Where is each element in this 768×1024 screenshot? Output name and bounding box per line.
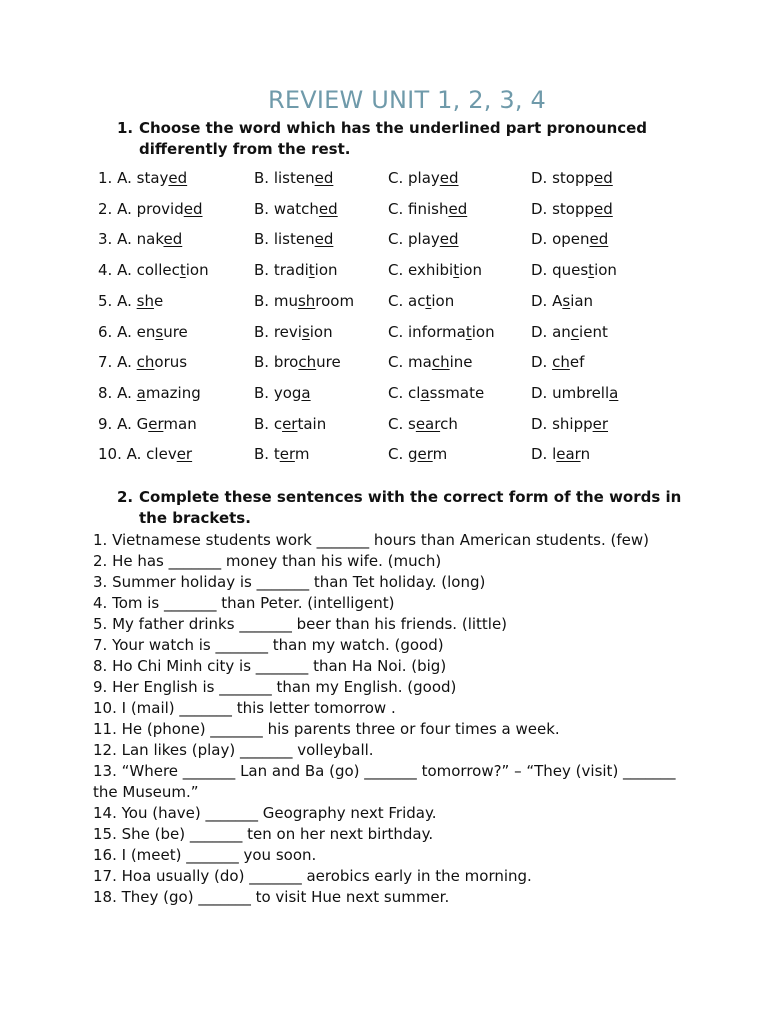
question-row	[0, 442, 768, 466]
answer-option	[254, 289, 354, 313]
underlined-part: er	[176, 445, 193, 464]
answer-option	[98, 289, 163, 313]
option-text: C. ma	[388, 353, 432, 372]
option-text: ion	[459, 261, 482, 280]
sentence-item: 3. Summer holiday is _______ than Tet holiday. (long)	[93, 573, 486, 591]
underlined-part: ed	[594, 199, 613, 218]
option-text: B. tradi	[254, 261, 309, 280]
sentence-item: 17. Hoa usually (do) _______ aerobics early in the morning.	[93, 867, 532, 885]
option-text: tain	[297, 414, 327, 433]
sentence-item: 1. Vietnamese students work _______ hours than American students. (few)	[93, 531, 650, 549]
answer-option	[388, 166, 459, 190]
option-text: e	[153, 291, 164, 310]
option-text: ine	[449, 353, 473, 372]
answer-option	[254, 381, 311, 405]
underlined-part: t	[588, 261, 595, 280]
option-text: C. play	[388, 169, 440, 187]
sentence-item: 14. You (have) _______ Geography next Friday.	[93, 804, 437, 822]
option-text: B. c	[254, 414, 283, 433]
question-number: 2.	[98, 199, 113, 218]
option-text: ion	[594, 261, 617, 280]
answer-option	[98, 381, 201, 405]
underlined-part: a	[301, 383, 311, 402]
underlined-part: ed	[448, 199, 468, 218]
option-text: m	[294, 445, 310, 464]
option-text: A. nak	[117, 230, 164, 249]
option-text: B. t	[254, 445, 280, 464]
sentence-item: 4. Tom is _______ than Peter. (intelligent)	[93, 594, 395, 612]
answer-option	[531, 227, 608, 251]
sentence-item: 16. I (meet) _______ you soon.	[93, 846, 317, 864]
underlined-part: ear	[556, 445, 581, 464]
question-row	[0, 412, 768, 436]
exercise-2-number: 2.	[117, 488, 134, 506]
underlined-part: sh	[136, 291, 154, 310]
answer-option	[388, 320, 495, 344]
sentence-item: 5. My father drinks _______ beer than his friends. (little)	[93, 615, 508, 633]
option-text: A.	[117, 291, 137, 310]
option-text: ion	[185, 261, 209, 280]
exercise-1-heading	[117, 118, 687, 160]
answer-option	[254, 412, 326, 436]
underlined-part: ed	[318, 199, 338, 218]
sentence-item: 11. He (phone) _______ his parents three or four times a week.	[93, 720, 560, 738]
sentence-item: 7. Your watch is _______ than my watch. (good)	[93, 636, 444, 654]
answer-option	[531, 289, 593, 313]
option-text: ient	[579, 322, 608, 341]
sentence-item: 15. She (be) _______ ten on her next birthday.	[93, 825, 434, 843]
underlined-part: a	[609, 383, 619, 402]
underlined-part: ed	[594, 169, 613, 187]
option-text: ian	[570, 291, 594, 310]
sentence-item: 9. Her English is _______ than my English. (good)	[93, 678, 457, 696]
underlined-part: ed	[589, 230, 609, 249]
option-text: ch	[440, 414, 458, 433]
option-text: C. ac	[388, 291, 426, 310]
page-title: REVIEW UNIT 1, 2, 3, 4	[268, 86, 546, 114]
question-number: 7.	[98, 353, 113, 372]
option-text: orus	[154, 353, 188, 372]
option-text: B. listen	[254, 169, 315, 187]
underlined-part: ed	[439, 169, 459, 187]
underlined-part: er	[148, 414, 164, 433]
option-text: C. cl	[388, 383, 421, 402]
question-number: 10.	[98, 445, 122, 464]
question-row	[0, 289, 768, 313]
question-number: 9.	[98, 414, 113, 433]
option-text: man	[163, 414, 197, 433]
underlined-part: c	[570, 322, 580, 341]
underlined-part: t	[179, 261, 186, 280]
underlined-part: ed	[168, 169, 188, 187]
answer-option	[254, 227, 333, 251]
underlined-part: ch	[552, 353, 570, 372]
underlined-part: er	[417, 445, 433, 464]
answer-option	[98, 197, 202, 221]
option-text: D. shipp	[531, 414, 593, 433]
sentence-item: 10. I (mail) _______ this letter tomorrow .	[93, 699, 396, 717]
sentence-item: 12. Lan likes (play) _______ volleyball.	[93, 741, 374, 759]
underlined-part: ch	[298, 353, 317, 372]
answer-option	[531, 320, 608, 344]
option-text: C. s	[388, 414, 416, 433]
answer-option	[531, 197, 613, 221]
option-text: C. play	[388, 230, 440, 249]
option-text: m	[432, 445, 448, 464]
answer-option	[388, 289, 454, 313]
question-row	[0, 197, 768, 221]
option-text: B. mu	[254, 291, 298, 310]
question-row	[0, 320, 768, 344]
option-text: ure	[163, 322, 188, 341]
option-text: ion	[471, 322, 495, 341]
sentence-item: 8. Ho Chi Minh city is _______ than Ha Noi. (big)	[93, 657, 447, 675]
question-number: 4.	[98, 261, 113, 280]
question-row	[0, 227, 768, 251]
option-text: A. collec	[117, 261, 180, 280]
option-text: D. ques	[531, 261, 589, 280]
answer-option	[98, 258, 209, 282]
question-number: 8.	[98, 383, 113, 402]
option-text: A. G	[117, 414, 149, 433]
answer-option	[388, 258, 482, 282]
answer-option	[98, 227, 182, 251]
underlined-part: ed	[183, 199, 203, 218]
option-text: C. g	[388, 445, 418, 464]
option-text: D. stopp	[531, 169, 595, 187]
option-text: A.	[117, 383, 137, 402]
answer-option	[388, 350, 473, 374]
option-text: B. watch	[254, 199, 319, 218]
option-text: A. clev	[126, 445, 177, 464]
underlined-part: er	[282, 414, 298, 433]
underlined-part: sh	[297, 291, 316, 310]
option-text: B. revi	[254, 322, 302, 341]
answer-option	[254, 166, 333, 190]
option-text: B. yog	[254, 383, 302, 402]
underlined-part: s	[155, 322, 164, 341]
answer-option	[254, 350, 341, 374]
answer-option	[98, 412, 197, 436]
option-text: A. en	[117, 322, 156, 341]
question-row	[0, 166, 768, 190]
answer-option	[388, 381, 484, 405]
option-text: B. listen	[254, 230, 315, 249]
underlined-part: t	[453, 261, 460, 280]
underlined-part: ear	[415, 414, 441, 433]
underlined-part: t	[308, 261, 315, 280]
option-text: ion	[314, 261, 338, 280]
question-row	[0, 258, 768, 282]
option-text: n	[580, 445, 591, 464]
answer-option	[98, 166, 187, 190]
option-text: A. provid	[117, 199, 184, 218]
answer-option	[388, 197, 467, 221]
underlined-part: t	[425, 291, 432, 310]
question-row	[0, 381, 768, 405]
option-text: D. umbrell	[531, 383, 610, 402]
answer-option	[254, 197, 338, 221]
answer-option	[254, 320, 333, 344]
option-text: room	[315, 291, 355, 310]
option-text: D.	[531, 353, 553, 372]
option-text: ef	[569, 353, 585, 372]
answer-option	[531, 381, 618, 405]
underlined-part: a	[420, 383, 430, 402]
answer-option	[531, 166, 613, 190]
option-text: D. l	[531, 445, 557, 464]
question-number: 5.	[98, 291, 113, 310]
underlined-part: ed	[314, 230, 334, 249]
option-text: mazing	[145, 383, 201, 402]
question-number: 3.	[98, 230, 113, 249]
underlined-part: er	[279, 445, 295, 464]
underlined-part: er	[592, 414, 609, 433]
option-text: ion	[309, 322, 333, 341]
underlined-part: ed	[439, 230, 459, 249]
underlined-part: t	[465, 322, 472, 341]
sentence-list	[93, 530, 693, 908]
option-text: C. finish	[388, 199, 449, 218]
sentence-item: 18. They (go) _______ to visit Hue next summer.	[93, 888, 450, 906]
option-text: D. stopp	[531, 199, 595, 218]
underlined-part: a	[136, 383, 146, 402]
underlined-part: ed	[163, 230, 183, 249]
option-text: D. open	[531, 230, 590, 249]
option-text: D. an	[531, 322, 571, 341]
option-text: ssmate	[429, 383, 485, 402]
answer-option	[254, 442, 309, 466]
answer-option	[388, 227, 459, 251]
underlined-part: ed	[314, 169, 334, 187]
answer-option	[388, 412, 458, 436]
answer-option	[531, 258, 617, 282]
answer-option	[531, 442, 590, 466]
option-text: D. A	[531, 291, 563, 310]
option-text: C. exhibi	[388, 261, 454, 280]
answer-option	[531, 350, 584, 374]
exercise-2-instruction: Complete these sentences with the correct form of the words in the brackets.	[139, 488, 682, 527]
question-number: 6.	[98, 322, 113, 341]
sentence-item: 2. He has _______ money than his wife. (much)	[93, 552, 442, 570]
sentence-item: 13. “Where _______ Lan and Ba (go) _______ tomorrow?” – “They (visit) _______ the Museum.”	[93, 762, 676, 801]
option-text: C. informa	[388, 322, 466, 341]
question-number: 1.	[98, 169, 113, 187]
exercise-2-heading	[117, 487, 687, 529]
option-text: ure	[316, 353, 341, 372]
option-text: ion	[431, 291, 455, 310]
answer-option	[254, 258, 338, 282]
exercise-1-instruction: Choose the word which has the underlined part pronounced differently from the rest.	[139, 119, 648, 158]
option-text: B. bro	[254, 353, 299, 372]
underlined-part: ch	[136, 353, 155, 372]
answer-option	[98, 442, 192, 466]
answer-option	[98, 320, 188, 344]
option-text: A.	[117, 353, 137, 372]
question-row	[0, 350, 768, 374]
option-text: A. stay	[117, 169, 169, 187]
exercise-1-number: 1.	[117, 119, 134, 137]
underlined-part: ch	[431, 353, 450, 372]
answer-option	[98, 350, 187, 374]
answer-option	[531, 412, 608, 436]
answer-option	[388, 442, 447, 466]
underlined-part: s	[562, 291, 571, 310]
underlined-part: s	[301, 322, 310, 341]
